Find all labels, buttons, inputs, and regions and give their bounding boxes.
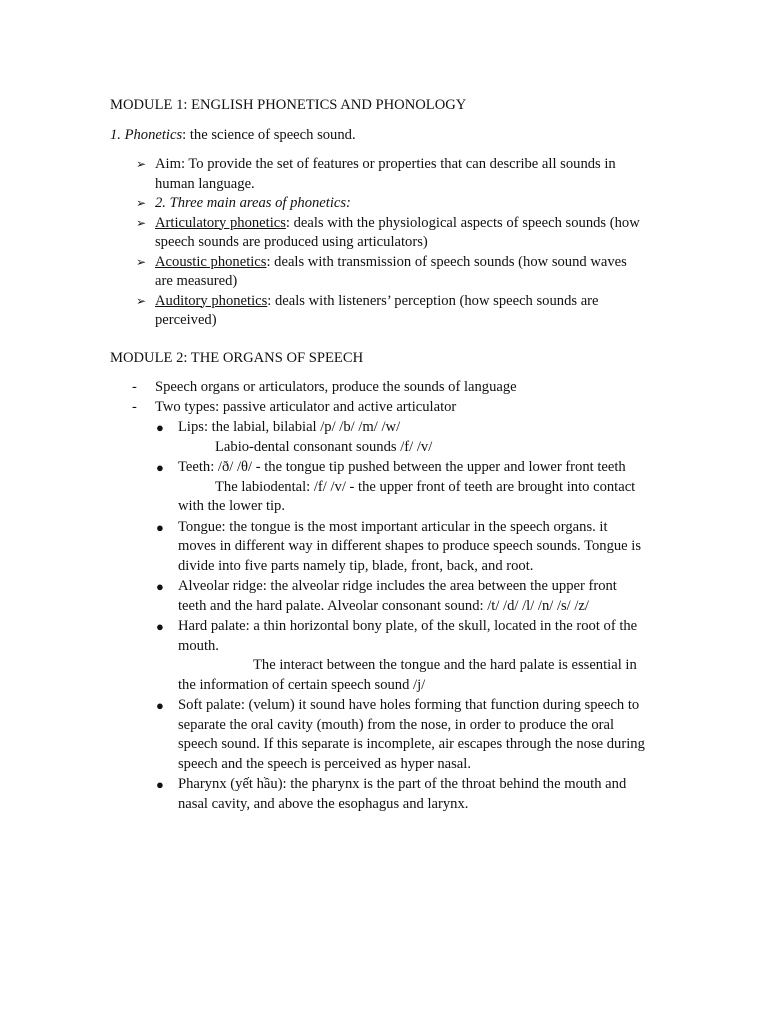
organ-item-lips: [156, 418, 646, 457]
dash-bullet: -: [132, 379, 137, 395]
bullet-dot-icon: ●: [156, 460, 164, 475]
bullet-dot-icon: ●: [156, 619, 164, 634]
arrow-bullet-icon: ➢: [136, 157, 147, 171]
list-item-text: : deals with transmission of speech sounds (how sound waves are measured): [155, 253, 627, 289]
list-item: [132, 378, 672, 398]
list-item: [136, 292, 641, 331]
list-item-term: Auditory phonetics: [155, 292, 268, 309]
bullet-dot-icon: ●: [156, 519, 164, 535]
arrow-bullet-icon: ➢: [136, 254, 147, 269]
organ-text: Alveolar ridge: the alveolar ridge includes the area between the upper front teeth and the hard palate. Alveolar consonant sound: /t/ /d/ /l/ /n/ /s/ /z/: [178, 578, 617, 614]
organ-item-tongue: [156, 518, 646, 577]
list-item-term: Articulatory phonetics: [155, 214, 286, 231]
list-item: [136, 194, 641, 214]
organ-item-soft-palate: [156, 696, 646, 774]
module2-list: [132, 378, 672, 417]
bullet-dot-icon: ●: [156, 579, 164, 594]
organ-extra: Labio-dental consonant sounds /f/ /v/: [215, 438, 433, 455]
phonetics-definition: [110, 126, 356, 146]
organ-text: Pharynx (yết hầu): the pharynx is the part of the throat behind the mouth and nasal cavity, and above the esophagus and larynx.: [178, 776, 627, 812]
organ-extra: The labiodental: /f/ /v/ - the upper front of teeth are brought into contact with the lower tip.: [178, 478, 636, 514]
organ-extra: The interact between the tongue and the hard palate is essential in the information of certain speech sound /j/: [178, 657, 637, 693]
organs-list: [156, 418, 646, 815]
list-item-term: Acoustic phonetics: [155, 253, 267, 270]
list-item: [136, 253, 641, 292]
list-item-text: Speech organs or articulators, produce the sounds of language: [155, 379, 517, 395]
organ-text: Hard palate: a thin horizontal bony plate, of the skull, located in the root of the mouth.: [178, 618, 638, 654]
arrow-bullet-icon: ➢: [136, 215, 147, 230]
module2-heading: MODULE 2: THE ORGANS OF SPEECH: [110, 350, 364, 366]
organ-item-alveolar-ridge: [156, 577, 646, 616]
organ-text: Lips: the labial, bilabial /p/ /b/ /m/ /w/: [178, 419, 401, 435]
module1-heading: MODULE 1: ENGLISH PHONETICS AND PHONOLOGY: [110, 97, 467, 113]
list-item-text: : deals with the physiological aspects of speech sounds (how speech sounds are produced using articulators): [155, 214, 640, 250]
organ-text: Soft palate: (velum) it sound have holes forming that function during speech to separate the oral cavity (mouth) from the nose, in order to produce the oral speech sound. If this separate is incomplete, air escapes through the nose during speech and the speech is perceived as hyper nasal.: [178, 697, 645, 772]
organ-item-hard-palate: [156, 617, 646, 695]
organ-item-teeth: [156, 458, 646, 517]
phonetics-definition-text: : the science of speech sound.: [182, 127, 356, 143]
list-item: [132, 398, 672, 418]
organ-text: Teeth: /ð/ /θ/ - the tongue tip pushed between the upper and lower front teeth: [178, 459, 626, 475]
module1-list: [136, 155, 641, 331]
organ-text: Tongue: the tongue is the most important articular in the speech organs. it moves in different way in different shapes to produce speech sounds. Tongue is divide into five parts namely tip, blade, front, back, and root.: [178, 518, 642, 574]
list-item-text: : deals with listeners’ perception (how speech sounds are perceived): [155, 292, 599, 328]
list-item: [136, 214, 641, 253]
bullet-dot-icon: ●: [156, 698, 164, 713]
bullet-dot-icon: ●: [156, 420, 164, 435]
arrow-bullet-icon: ➢: [136, 293, 147, 308]
phonetics-term: 1. Phonetics: [110, 127, 183, 143]
dash-bullet: -: [132, 398, 137, 415]
arrow-bullet-icon: ➢: [136, 196, 147, 210]
list-item-text: 2. Three main areas of phonetics:: [155, 195, 351, 211]
list-item-text: Two types: passive articulator and active articulator: [155, 398, 457, 415]
list-item-text: Aim: To provide the set of features or properties that can describe all sounds in human language.: [155, 156, 616, 192]
organ-item-pharynx: [156, 775, 646, 814]
bullet-dot-icon: ●: [156, 777, 164, 792]
list-item: [136, 155, 641, 194]
